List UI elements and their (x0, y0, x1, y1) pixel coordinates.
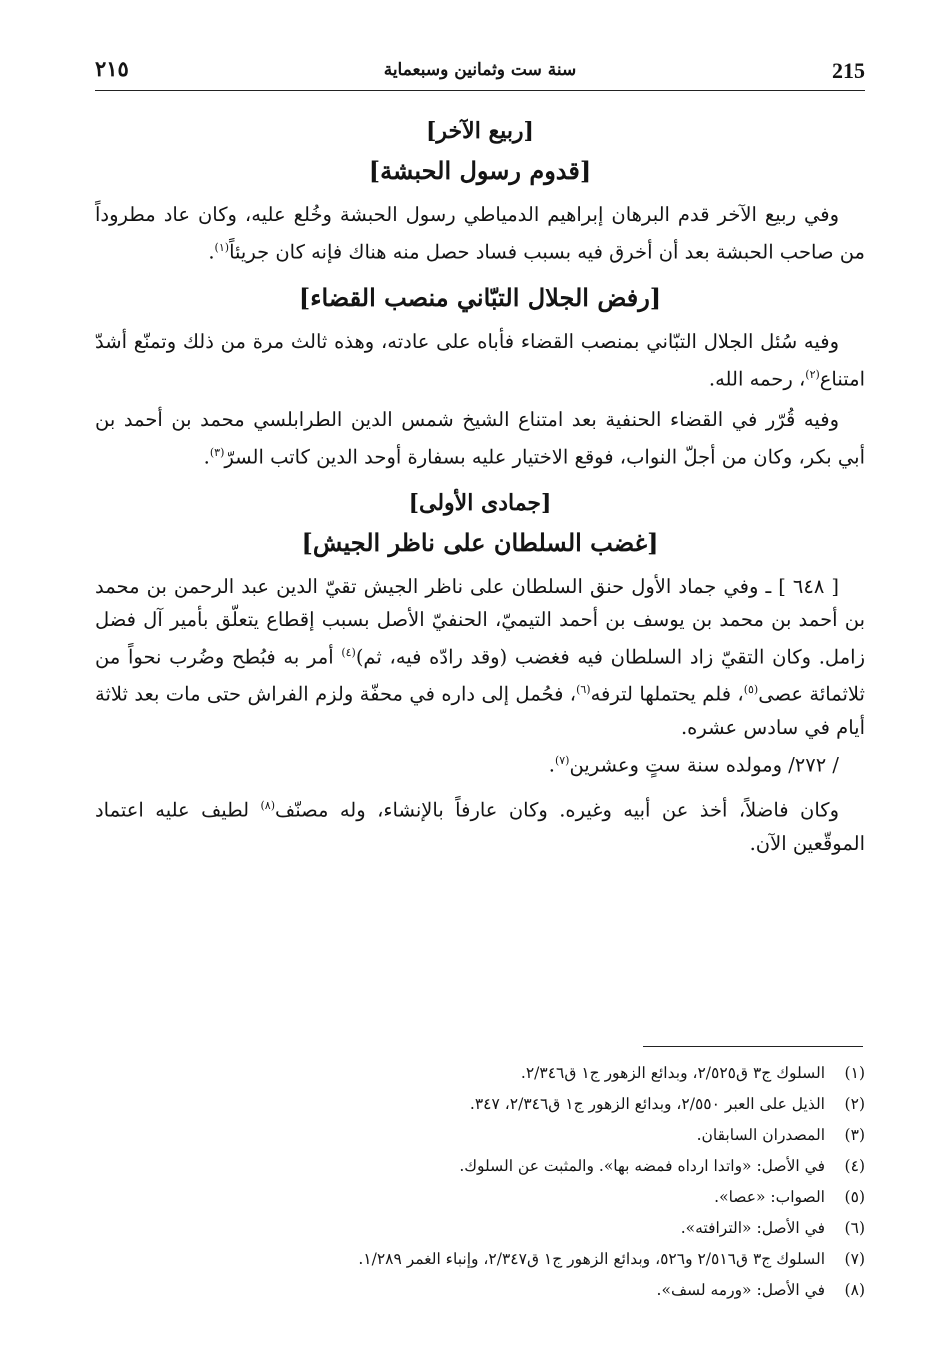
paragraph-jalal: وفيه سُئل الجلال التبّاني بمنصب القضاء فأباه على عادته، وهذه ثالث مرة من ذلك وتمنّع أشدّ امتناع$^{(٢)}$، رحمه الله. (95, 329, 865, 390)
footnote-ref-7: (٧) (554, 753, 570, 767)
footnote: (٣)المصدران السابقان. (696, 1126, 865, 1144)
main-text (95, 112, 865, 860)
section-heading-envoy: [قدوم رسول الحبشة] (368, 156, 592, 185)
footnote: (١)السلوك ج٣ ق٢/٥٢٥، وبدائع الزهور ج١ ق٢/٣٤٦. (520, 1064, 865, 1082)
month-heading-rabi: [ربيع الآخر] (426, 118, 534, 144)
paragraph-scholar: وكان فاضلاً، أخذ عن أبيه وغيره. وكان عارفاً بالإنشاء، وله مصنّف$^{(٨)}$ لطيف عليه اعتماد الموقّعين الآن. (95, 798, 865, 855)
entry-number: [ ٦٤٨ ] ـ (765, 574, 839, 598)
footnote-ref-2: (٢) (805, 367, 820, 381)
footnote: (٥)الصواب: «عصا». (714, 1188, 865, 1206)
page-number-latin: 215 (832, 58, 865, 83)
page-number-arabic: ٢١٥ (95, 56, 129, 81)
paragraph-birth: / ٢٧٢/ ومولده سنة ستٍ وعشرين$^{(٧)}$. (548, 753, 839, 776)
month-heading-jumada: [جمادى الأولى] (408, 489, 552, 516)
paragraph-sultan: [ ٦٤٨ ] ـ وفي جماد الأول حنق السلطان على ناظر الجيش تقيّ الدين عبد الرحمن بن محمد بن أحمد بن محمد بن يوسف بن أحمد التيميّ، الحنفيّ الأصل بسبب إقطاع يتعلّق بأمير آل فضل زامل. وكان التقيّ زاد السلطان فيه فغضب (وقد رادّه فيه، ثم)$^{(٤)}$ أمر به فبُطح وضُرب نحواً من ثلاثمائة عصى$^{(٥)}$، فلم يحتملها لترفه$^{(٦)}$، فحُمل إلى داره في محفّة ولزم الفراش حتى مات بعد ثلاثة أيام في سادس عشره. (95, 574, 865, 739)
footnote-ref-1: (١) (214, 241, 230, 254)
footnote-ref-6: (٦) (576, 683, 591, 696)
footnote: (٧)السلوك ج٣ ق٢/٥١٦ و٥٢٦، وبدائع الزهور ج١ ق٢/٣٤٧، وإنباء الغمر ١/٢٨٩. (358, 1250, 865, 1268)
page-header (95, 52, 865, 92)
footnote: (٨)في الأصل: «ورمه لسف». (656, 1281, 865, 1299)
footnote-ref-4: (٤) (341, 645, 356, 659)
footnote: (٦)في الأصل: «الترافته». (680, 1219, 865, 1237)
footnote: (٢)الذيل على العبر ٢/٥٥٠، وبدائع الزهور ج١ ق٢/٣٤٦، ٣٤٧. (469, 1095, 865, 1113)
footnote-ref-5: (٥) (743, 683, 759, 696)
footnote-ref-3: (٣) (209, 446, 225, 459)
footnote: (٤)في الأصل: «واتدا ارداه فمضه بها». والمثبت عن السلوك. (459, 1157, 865, 1175)
paragraph-hanafi-judge: وفيه قُرّر في القضاء الحنفية بعد امتناع الشيخ شمس الدين الطرابلسي محمد بن أحمد بن أبي بكر، وكان من أجلّ النواب، فوقع الاختيار عليه بسفارة أوحد الدين كاتب السرّ$^{(٣)}$. (95, 408, 865, 469)
section-heading-sultan: [غضب السلطان على ناظر الجيش] (301, 527, 659, 557)
paragraph-envoy: وفي ربيع الآخر قدم البرهان إبراهيم الدمياطي رسول الحبشة وخُلع عليه، وكان عاد مطروداً من صاحب الحبشة بعد أن أخرق فيه بسبب فساد حصل منه هناك فإنه كان جريئاً$^{(١)}$. (95, 203, 865, 264)
footnote-ref-8: (٨) (260, 799, 276, 812)
footnotes (95, 1058, 865, 1306)
header-rule (95, 90, 865, 91)
running-title: سنة ست وثمانين وسبعماية (383, 60, 577, 80)
section-heading-jalal: [رفض الجلال التبّاني منصب القضاء] (298, 282, 662, 312)
footnote-rule (643, 1046, 863, 1047)
